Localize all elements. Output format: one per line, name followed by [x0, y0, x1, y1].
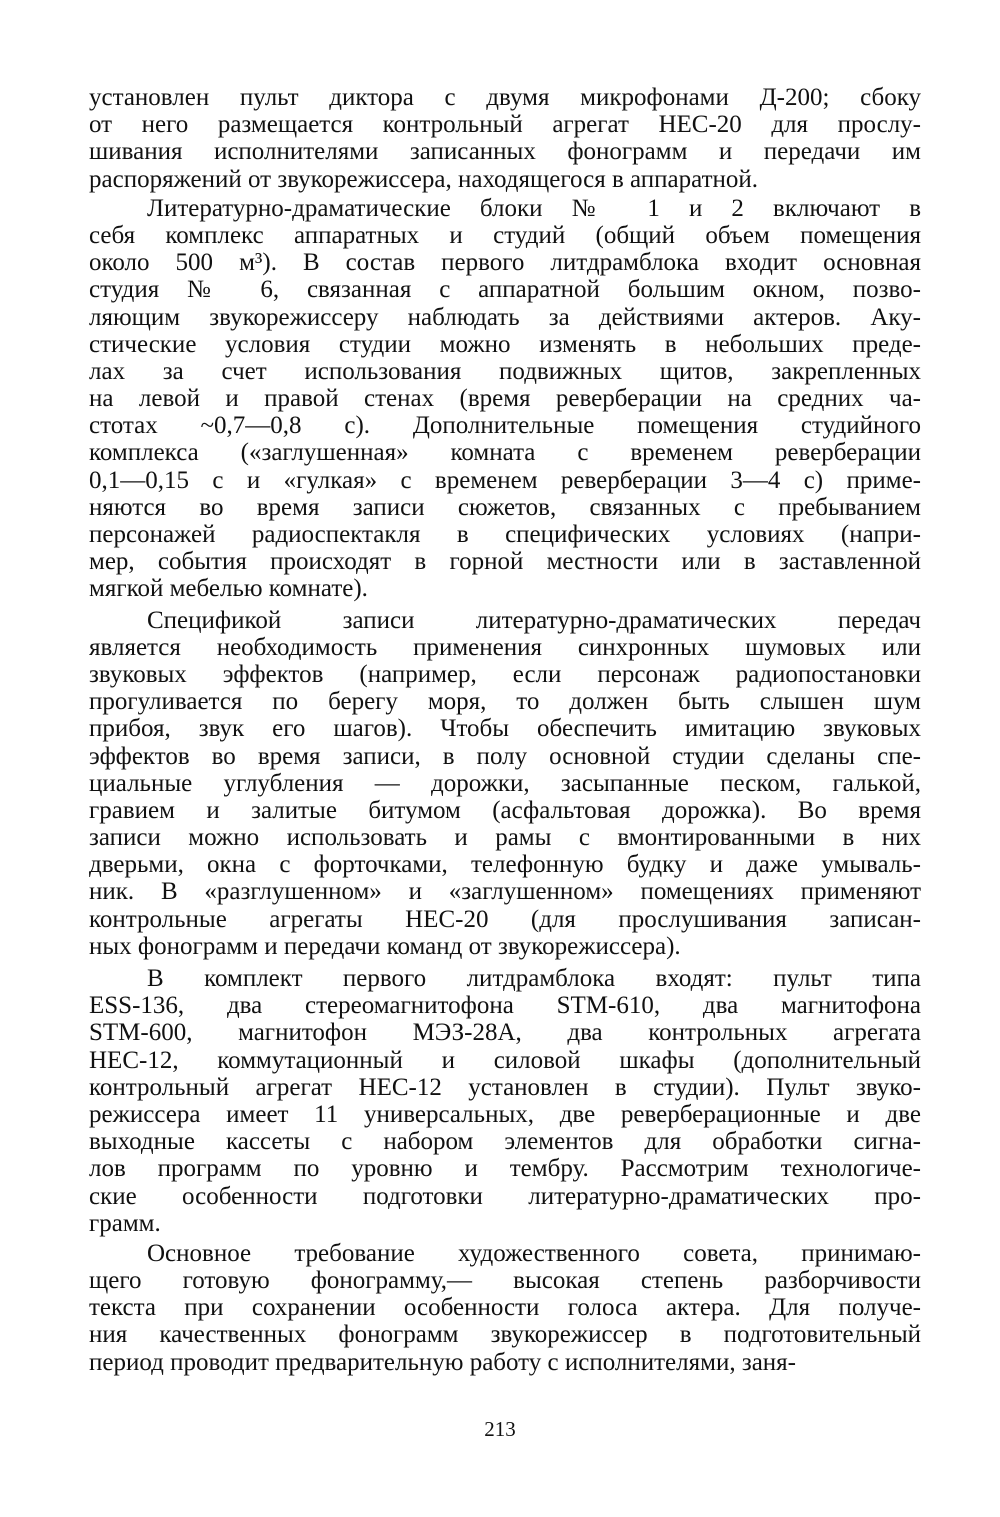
text-line: себя комплекс аппаратных и студий (общий объем помещения: [89, 221, 921, 249]
paragraph: [89, 195, 921, 603]
text-line: выходные кассеты с набором элементов для обработки сигна-: [89, 1128, 921, 1156]
text-line: около 500 м³). В состав первого литдрамблока входит основная: [89, 249, 921, 277]
text-line: ляющим звукорежиссеру наблюдать за действиями актеров. Аку-: [89, 303, 921, 331]
text-line: контрольный агрегат НЕС-12 установлен в студии). Пульт звуко-: [89, 1073, 921, 1101]
text-line: Литературно-драматические блоки № 1 и 2 включают в: [147, 194, 921, 222]
text-line: мер, события происходят в горной местности или в заставленной: [89, 548, 921, 576]
text-line: лах за счет использования подвижных щитов, закрепленных: [89, 357, 921, 385]
text-line: звуковых эффектов (например, если персонаж радиопостановки: [89, 660, 921, 688]
text-line: прогуливается по берегу моря, то должен быть слышен шум: [89, 688, 921, 716]
text-line: эффектов во время записи, в полу основной студии сделаны спе-: [89, 742, 921, 770]
text-line: няются во время записи сюжетов, связанных с пребыванием: [89, 493, 921, 521]
text-line: текста при сохранении особенности голоса актера. Для получе-: [89, 1294, 921, 1322]
text-line: является необходимость применения синхронных шумовых или: [89, 633, 921, 661]
text-line: грамм.: [89, 1209, 161, 1237]
text-line: ния качественных фонограмм звукорежиссер в подготовительный: [89, 1321, 921, 1349]
text-line: дверьми, окна с форточками, телефонную будку и даже умываль-: [89, 851, 921, 879]
text-line: персонажей радиоспектакля в специфических условиях (напри-: [89, 521, 921, 548]
text-line: мягкой мебелью комнате).: [89, 575, 368, 603]
paragraph: [89, 965, 921, 1237]
text-line: ESS-136, два стереомагнитофона STM-610, два магнитофона: [89, 992, 921, 1020]
text-line: распоряжений от звукорежиссера, находящегося в аппаратной.: [89, 165, 759, 193]
paragraph: [89, 84, 921, 193]
text-line: установлен пульт диктора с двумя микрофонами Д-200; сбоку: [89, 84, 921, 111]
text-line: ник. В «разглушенном» и «заглушенном» помещениях применяют: [89, 878, 921, 906]
paragraph: [89, 607, 921, 960]
text-line: записи можно использовать и рамы с вмонтированными в них: [89, 824, 921, 852]
text-line: 0,1—0,15 с и «гулкая» с временем реверберации 3—4 с) приме-: [89, 466, 921, 494]
text-line: циальные углубления — дорожки, засыпанные песком, галькой,: [89, 769, 921, 797]
text-line: на левой и правой стенах (время реверберации на средних ча-: [89, 385, 921, 413]
text-line: комплекса («заглушенная» комната с временем реверберации: [89, 439, 921, 467]
text-line: студия № 6, связанная с аппаратной большим окном, позво-: [89, 276, 921, 304]
text-line: режиссера имеет 11 универсальных, две реверберационные и две: [89, 1100, 921, 1128]
text-line: НЕС-12, коммутационный и силовой шкафы (дополнительный: [89, 1046, 921, 1074]
text-line: ных фонограмм и передачи команд от звукорежиссера).: [89, 932, 681, 960]
text-line: шивания исполнителями записанных фонограмм и передачи им: [89, 138, 921, 166]
text-line: ские особенности подготовки литературно-драматических про-: [89, 1182, 921, 1210]
text-line: контрольные агрегаты НЕС-20 (для прослушивания записан-: [89, 905, 921, 933]
text-line: Основное требование художественного совета, принимаю-: [147, 1239, 921, 1267]
text-line: В комплект первого литдрамблока входят: пульт типа: [147, 965, 921, 992]
text-line: лов программ по уровню и тембру. Рассмотрим технологиче-: [89, 1155, 921, 1183]
text-line: гравием и залитые битумом (асфальтовая дорожка). Во время: [89, 796, 921, 824]
text-line: STM-600, магнитофон МЭЗ-28А, два контрольных агрегата: [89, 1019, 921, 1047]
text-line: период проводит предварительную работу с исполнителями, заня-: [89, 1348, 796, 1376]
body-text: [89, 84, 921, 1376]
text-line: стические условия студии можно изменять в небольших преде-: [89, 330, 921, 358]
text-line: щего готовую фонограмму,— высокая степень разборчивости: [89, 1267, 921, 1295]
text-line: Спецификой записи литературно-драматических передач: [147, 606, 921, 634]
text-line: от него размещается контрольный агрегат НЕС-20 для прослу-: [89, 111, 921, 139]
text-line: прибоя, звук его шагов). Чтобы обеспечить имитацию звуковых: [89, 715, 921, 743]
paragraph: [89, 1240, 921, 1376]
page-number: 213: [484, 1417, 516, 1441]
text-line: стотах ~0,7—0,8 с). Дополнительные помещения студийного: [89, 412, 921, 440]
